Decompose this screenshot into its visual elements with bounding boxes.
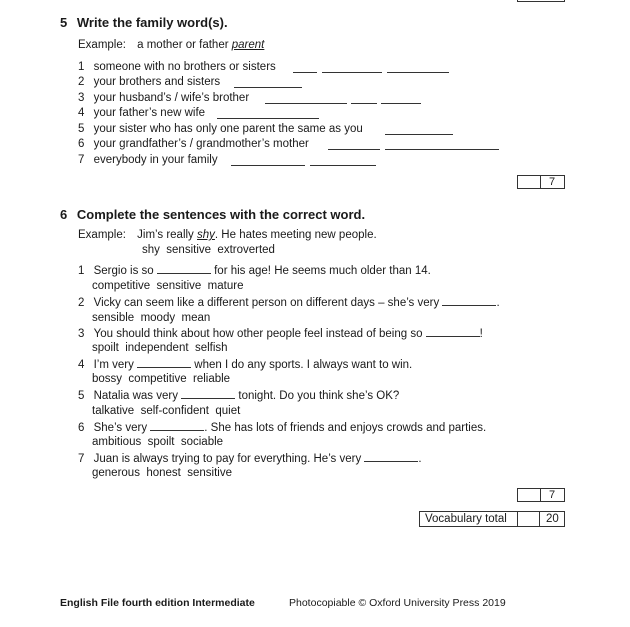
item-options: competitive sensitive mature [92, 280, 244, 292]
item-options: spoilt independent selfish [92, 342, 228, 354]
answer-blank[interactable] [387, 63, 449, 73]
item-number: 7 [78, 154, 85, 166]
example-label: Example: [78, 39, 126, 51]
example-label: Example: [78, 229, 126, 241]
answer-blank[interactable] [310, 156, 376, 166]
answer-blank[interactable] [265, 94, 347, 104]
section5-item [78, 154, 218, 166]
section6-item [78, 264, 431, 277]
item-number: 5 [78, 390, 85, 402]
item-options: ambitious spoilt sociable [92, 436, 224, 448]
item-text: ! [479, 328, 483, 340]
section5-item [78, 76, 220, 88]
item-text: . [418, 453, 422, 465]
item-text: your sister who has only one parent the same as you [93, 123, 363, 135]
answer-blank[interactable] [381, 94, 421, 104]
item-text: She’s very [93, 422, 148, 434]
answer-blank[interactable] [157, 264, 211, 274]
section6-score-total: 7 [549, 489, 556, 501]
item-text: for his age! He seems much older than 14. [214, 265, 431, 277]
item-number: 1 [78, 61, 85, 73]
previous-score-box [517, 0, 565, 2]
item-options: generous honest sensitive [92, 467, 233, 479]
section5-item [78, 61, 276, 73]
example-options: shy sensitive extroverted [142, 244, 275, 256]
section6-number: 6 [60, 207, 68, 222]
answer-blank[interactable] [137, 358, 191, 368]
section5-score-box [517, 175, 565, 189]
vocabulary-total-box [419, 511, 565, 527]
section5-title: Write the family word(s). [76, 15, 228, 30]
item-number: 2 [78, 297, 85, 309]
answer-blank[interactable] [150, 421, 204, 431]
vocabulary-total-value: 20 [546, 513, 559, 525]
item-text: Sergio is so [93, 265, 154, 277]
item-text: your husband’s / wife’s brother [93, 92, 250, 104]
section5-number: 5 [60, 15, 68, 30]
section6-item [78, 421, 486, 434]
item-options: sensible moody mean [92, 312, 211, 324]
answer-blank[interactable] [231, 156, 305, 166]
item-number: 3 [78, 92, 85, 104]
item-number: 3 [78, 328, 85, 340]
section6-item [78, 452, 422, 465]
item-text: your grandfather’s / grandmother’s mother [93, 138, 309, 150]
item-number: 1 [78, 265, 85, 277]
section6-item [78, 327, 483, 340]
item-text: . She has lots of friends and enjoys crowds and parties. [204, 422, 487, 434]
example-answer: shy [197, 229, 215, 241]
answer-blank[interactable] [234, 78, 302, 88]
example-text: . He hates meeting new people. [214, 229, 377, 241]
example-text: Jim’s really [137, 229, 194, 241]
footer-copyright: Photocopiable © Oxford University Press 2019 [289, 597, 506, 609]
item-text: I’m very [93, 359, 134, 371]
item-number: 4 [78, 107, 85, 119]
answer-blank[interactable] [328, 140, 380, 150]
item-text: tonight. Do you think she’s OK? [238, 390, 400, 402]
item-text: Vicky can seem like a different person on different days – she’s very [93, 297, 440, 309]
item-options: bossy competitive reliable [92, 373, 231, 385]
item-text: Natalia was very [93, 390, 178, 402]
answer-blank[interactable] [293, 63, 317, 73]
item-text: your father’s new wife [93, 107, 206, 119]
section5-example [78, 39, 264, 51]
item-number: 7 [78, 453, 85, 465]
answer-blank[interactable] [351, 94, 377, 104]
section5-item [78, 107, 205, 119]
section6-heading [60, 207, 365, 222]
section5-heading [60, 15, 228, 30]
section5-item [78, 123, 363, 135]
item-text: when I do any sports. I always want to win. [194, 359, 413, 371]
item-text: . [496, 297, 500, 309]
item-text: everybody in your family [93, 154, 218, 166]
answer-blank[interactable] [385, 140, 499, 150]
example-answer: parent [231, 39, 265, 51]
answer-blank[interactable] [181, 389, 235, 399]
section6-score-box [517, 488, 565, 502]
item-number: 6 [78, 422, 85, 434]
footer-book-title: English File fourth edition Intermediate [60, 597, 255, 609]
section6-item [78, 296, 500, 309]
item-number: 5 [78, 123, 85, 135]
item-number: 4 [78, 359, 85, 371]
example-text: a mother or father [137, 39, 229, 51]
answer-blank[interactable] [364, 452, 418, 462]
item-number: 2 [78, 76, 85, 88]
vocabulary-total-label: Vocabulary total [425, 513, 507, 525]
answer-blank[interactable] [322, 63, 382, 73]
item-text: your brothers and sisters [93, 76, 221, 88]
answer-blank[interactable] [385, 125, 453, 135]
section5-score-total: 7 [549, 176, 556, 188]
section6-example [78, 229, 377, 241]
section5-item [78, 138, 309, 150]
answer-blank[interactable] [217, 109, 319, 119]
item-text: You should think about how other people feel instead of being so [93, 328, 423, 340]
item-text: someone with no brothers or sisters [93, 61, 276, 73]
section5-item [78, 92, 249, 104]
section6-item [78, 389, 399, 402]
answer-blank[interactable] [442, 296, 496, 306]
section6-item [78, 358, 412, 371]
answer-blank[interactable] [426, 327, 480, 337]
item-options: talkative self-confident quiet [92, 405, 241, 417]
item-number: 6 [78, 138, 85, 150]
section6-title: Complete the sentences with the correct word. [76, 207, 366, 222]
item-text: Juan is always trying to pay for everything. He’s very [93, 453, 362, 465]
